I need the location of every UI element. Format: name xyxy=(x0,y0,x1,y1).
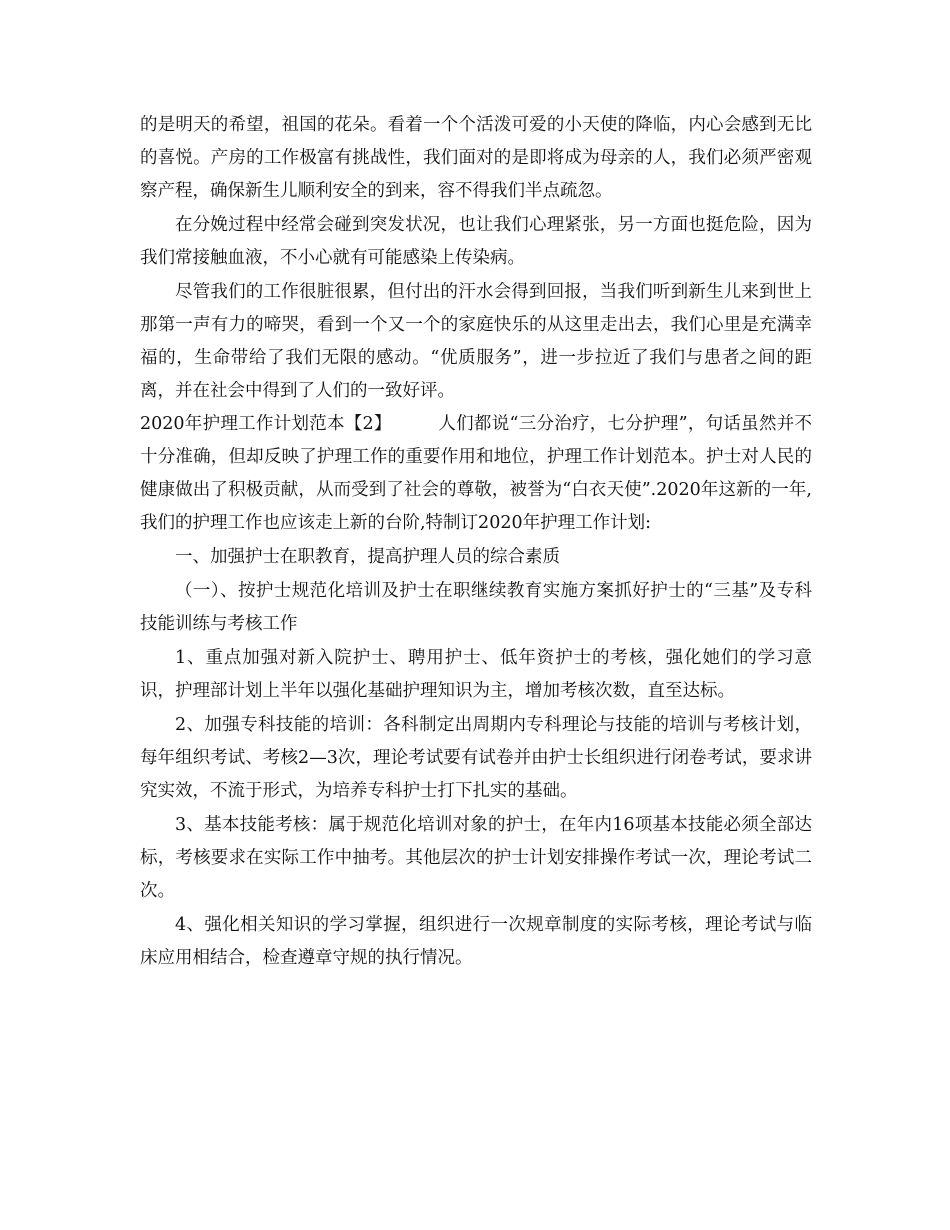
section-heading-plan-2: 2020年护理工作计划范本【2】 人们都说“三分治疗，七分护理”，句话虽然并不十分准确，但却反映了护理工作的重要作用和地位，护理工作计划范本。护士对人民的健康做出了积极贡献，从而受到了社会的尊敬，被誉为“白衣天使”.2020年这新的一年,我们的护理工作也应该走上新的台阶,特制订2020年护理工作计划: xyxy=(140,414,812,533)
paragraph-2: 在分娩过程中经常会碰到突发状况，也让我们心理紧张，另一方面也挺危险，因为我们常接触血液，不小心就有可能感染上传染病。 xyxy=(140,215,812,268)
paragraph-1: 的是明天的希望，祖国的花朵。看着一个个活泼可爱的小天使的降临，内心会感到无比的喜悦。产房的工作极富有挑战性，我们面对的是即将成为母亲的人，我们必须严密观察产程，确保新生儿顺利安全的到来，容不得我们半点疏忽。 xyxy=(140,115,812,201)
paragraph-3: 尽管我们的工作很脏很累，但付出的汗水会得到回报，当我们听到新生儿来到世上那第一声有力的啼哭，看到一个又一个的家庭快乐的从这里走出去，我们心里是充满幸福的，生命带给了我们无限的感动。“优质服务”，进一步拉近了我们与患者之间的距离，并在社会中得到了人们的一致好评。 xyxy=(140,282,812,401)
list-item-1: 1、重点加强对新入院护士、聘用护士、低年资护士的考核，强化她们的学习意识，护理部计划上半年以强化基础护理知识为主，增加考核次数，直至达标。 xyxy=(140,648,812,701)
list-item-2: 2、加强专科技能的培训：各科制定出周期内专科理论与技能的培训与考核计划，每年组织考试、考核2—3次，理论考试要有试卷并由护士长组织进行闭卷考试，要求讲究实效，不流于形式，为培养专科护士打下扎实的基础。 xyxy=(140,715,812,801)
document-body xyxy=(140,109,812,975)
heading-level-1: 一、加强护士在职教育，提高护理人员的综合素质 xyxy=(175,547,560,567)
list-item-3: 3、基本技能考核：属于规范化培训对象的护士，在年内16项基本技能必须全部达标，考核要求在实际工作中抽考。其他层次的护士计划安排操作考试一次，理论考试二次。 xyxy=(140,815,812,901)
heading-level-2: （一）、按护士规范化培训及护士在职继续教育实施方案抓好护士的“三基”及专科技能训练与考核工作 xyxy=(140,581,812,634)
list-item-4: 4、强化相关知识的学习掌握，组织进行一次规章制度的实际考核，理论考试与临床应用相结合，检查遵章守规的执行情况。 xyxy=(140,915,812,968)
